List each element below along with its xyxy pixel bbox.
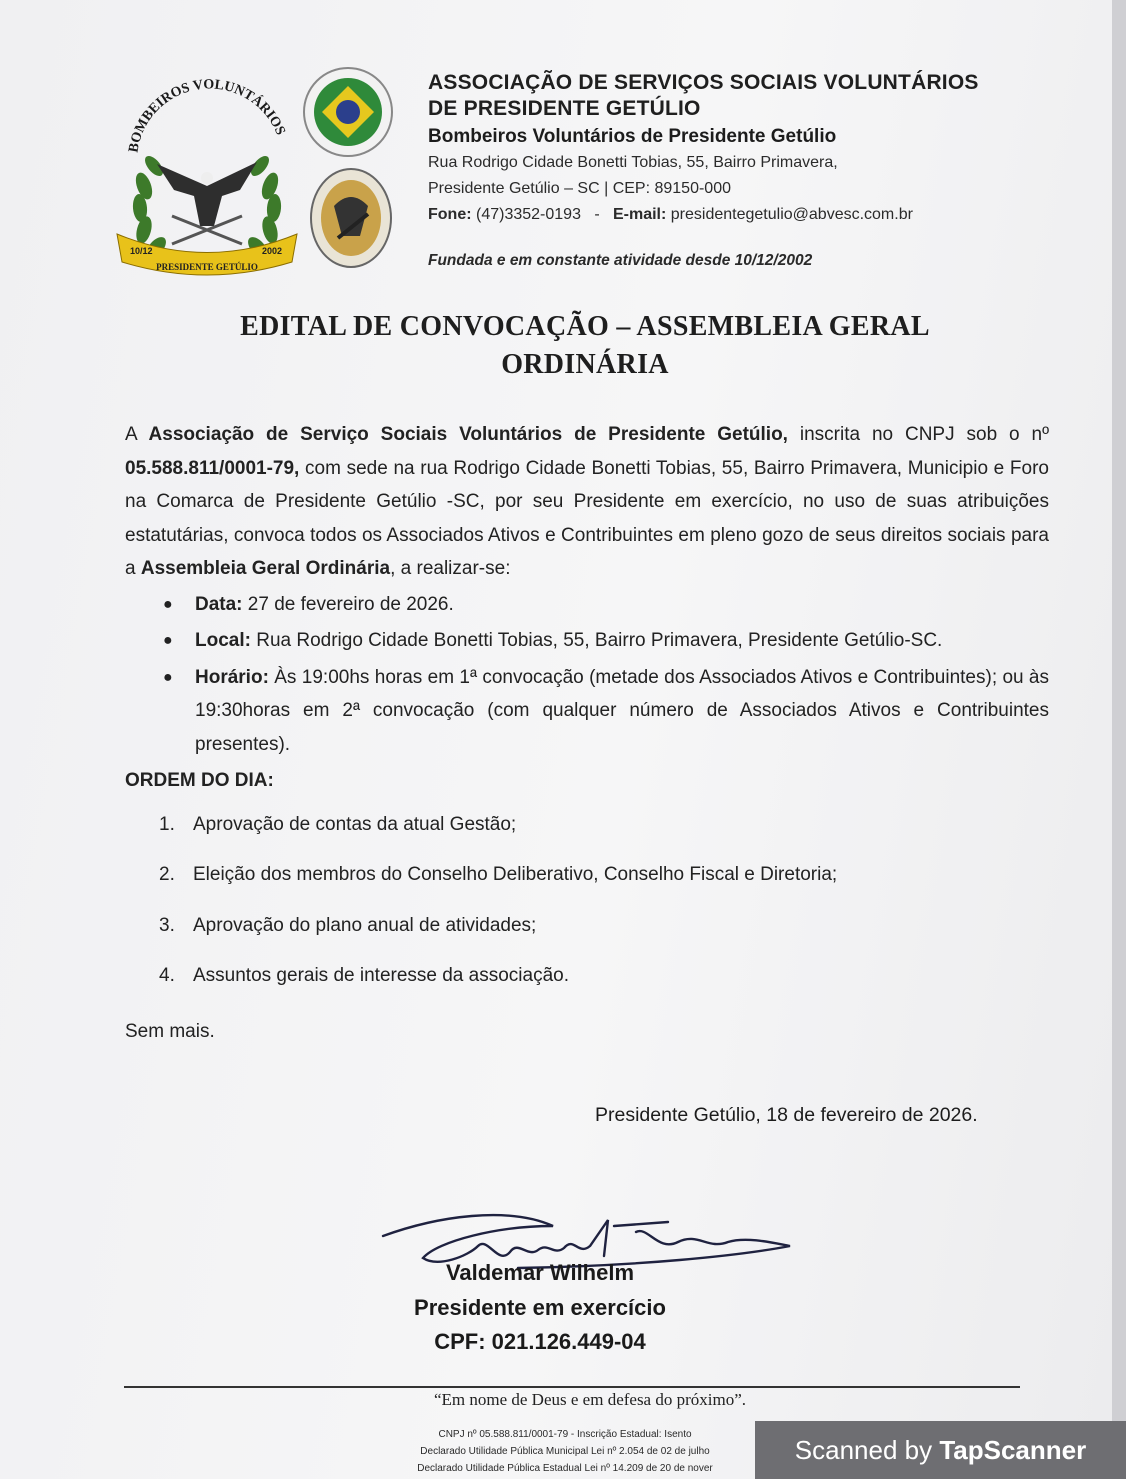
details-list (125, 588, 1049, 762)
agenda-number: 1. (159, 813, 175, 835)
page-edge (1112, 0, 1126, 1479)
closing-text: Sem mais. (125, 1020, 215, 1042)
svg-text:2002: 2002 (262, 246, 283, 256)
detail-text: Rua Rodrigo Cidade Bonetti Tobias, 55, Bairro Primavera, Presidente Getúlio-SC. (250, 630, 943, 651)
detail-label: Data: (195, 593, 243, 615)
intro-cnpj: 05.588.811/0001-79, (125, 457, 300, 479)
agenda-title: ORDEM DO DIA: (125, 770, 274, 791)
agenda-item (159, 959, 1049, 993)
scanner-watermark (755, 1421, 1126, 1479)
contact-separator: - (594, 206, 600, 223)
agenda-item (159, 808, 1049, 842)
email-label: E-mail: (612, 206, 667, 223)
detail-text: Às 19:00hs horas em 1ª convocação (metade dos Associados Ativos e Contribuintes); ou às 19:30horas em 2ª convocação (com qualquer número de Associados Ativos e Contribuintes presentes). (195, 666, 1049, 755)
intro-assembly: Assembleia Geral Ordinária (140, 558, 391, 579)
founded-note: Fundada e em constante atividade desde 10/12/2002 (428, 252, 813, 269)
footer-line2: Declarado Utilidade Pública Municipal Lei nº 2.054 de 02 de julho (420, 1446, 710, 1457)
agenda-text: Aprovação do plano anual de atividades; (193, 914, 537, 936)
intro-org-name: Associação de Serviço Sociais Voluntários de Presidente Getúlio, (148, 424, 788, 445)
agenda-text: Assuntos gerais de interesse da associação. (193, 965, 569, 986)
footer-line3: Declarado Utilidade Pública Estadual Lei nº 14.209 de 20 de nover (417, 1463, 713, 1474)
phone-label: Fone: (428, 206, 472, 223)
signer-role: Presidente em exercício (414, 1295, 666, 1320)
phone-number: (47)3352-0193 (476, 206, 581, 223)
detail-time (163, 661, 1049, 762)
agenda-list (125, 808, 1049, 993)
svg-text:PRESIDENTE GETÚLIO: PRESIDENTE GETÚLIO (156, 262, 258, 272)
svg-text:10/12: 10/12 (130, 246, 153, 256)
org-subtitle: Bombeiros Voluntários de Presidente Getúlio (428, 126, 837, 147)
detail-text: 27 de fevereiro de 2026. (242, 593, 454, 615)
footer-divider (124, 1386, 1020, 1388)
footer-legal (330, 1426, 800, 1477)
footer-line1: CNPJ nº 05.588.811/0001-79 - Inscrição Estadual: Isento (438, 1429, 692, 1440)
watermark-prefix: Scanned by (794, 1435, 940, 1465)
document-title (150, 308, 1020, 384)
intro-text-1: A (125, 424, 149, 445)
detail-label: Horário: (195, 666, 269, 688)
title-line2: ORDINÁRIA (501, 349, 669, 380)
footer-motto: “Em nome de Deus e em defesa do próximo”. (433, 1390, 747, 1409)
agenda-item (159, 858, 1049, 892)
signer-block (330, 1258, 750, 1359)
bullet-icon: ● (163, 595, 173, 613)
agenda-number: 2. (159, 864, 175, 885)
place-date: Presidente Getúlio, 18 de fevereiro de 2026. (595, 1104, 978, 1126)
address-line2: Presidente Getúlio – SC | CEP: 89150-000 (428, 180, 731, 197)
intro-text-4: , a realizar-se: (390, 558, 511, 579)
intro-text-3: com sede na rua Rodrigo Cidade Bonetti Tobias, 55, Bairro Primavera, Municipio e Foro na Comarca de Presidente Getúlio -SC, por seu Presidente em exercício, no uso de suas atribuições estatutárias, convoca todos os Associados Ativos e Contribuintes em pleno gozo de seus direitos sociais para a (125, 457, 1049, 579)
letterhead (428, 70, 1048, 270)
svg-text:BOMBEIROS VOLUNTÁRIOS: BOMBEIROS VOLUNTÁRIOS (126, 77, 288, 154)
detail-label: Local: (195, 630, 251, 651)
signer-name: Valdemar Wilhelm (445, 1260, 635, 1285)
contact-line (428, 202, 1048, 228)
intro-paragraph (125, 418, 1049, 586)
bird-emblem-seal-icon (308, 166, 394, 270)
bullet-icon: ● (163, 632, 173, 649)
org-name-line2: DE PRESIDENTE GETÚLIO (428, 97, 701, 120)
document-body (125, 418, 1049, 1048)
bombeiros-emblem-logo (112, 66, 302, 276)
email-address: presidentegetulio@abvesc.com.br (670, 206, 913, 223)
bullet-icon: ● (163, 668, 173, 686)
agenda-text: Eleição dos membros do Conselho Deliberativo, Conselho Fiscal e Diretoria; (193, 864, 838, 885)
org-name-line1: ASSOCIAÇÃO DE SERVIÇOS SOCIAIS VOLUNTÁRIOS (428, 71, 979, 94)
intro-text-2: inscrita no CNPJ sob o nº (787, 424, 1050, 445)
brazil-seal-icon (302, 66, 394, 158)
detail-location (163, 624, 1049, 658)
address-line1: Rua Rodrigo Cidade Bonetti Tobias, 55, Bairro Primavera, (428, 154, 838, 171)
agenda-number: 4. (159, 965, 175, 986)
detail-date (163, 588, 1049, 622)
agenda-number: 3. (159, 914, 175, 936)
agenda-text: Aprovação de contas da atual Gestão; (193, 813, 517, 835)
agenda-item (159, 909, 1049, 943)
title-line1: EDITAL DE CONVOCAÇÃO – ASSEMBLEIA GERAL (240, 311, 930, 342)
signer-cpf: CPF: 021.126.449-04 (434, 1329, 646, 1354)
watermark-brand: TapScanner (939, 1435, 1087, 1465)
